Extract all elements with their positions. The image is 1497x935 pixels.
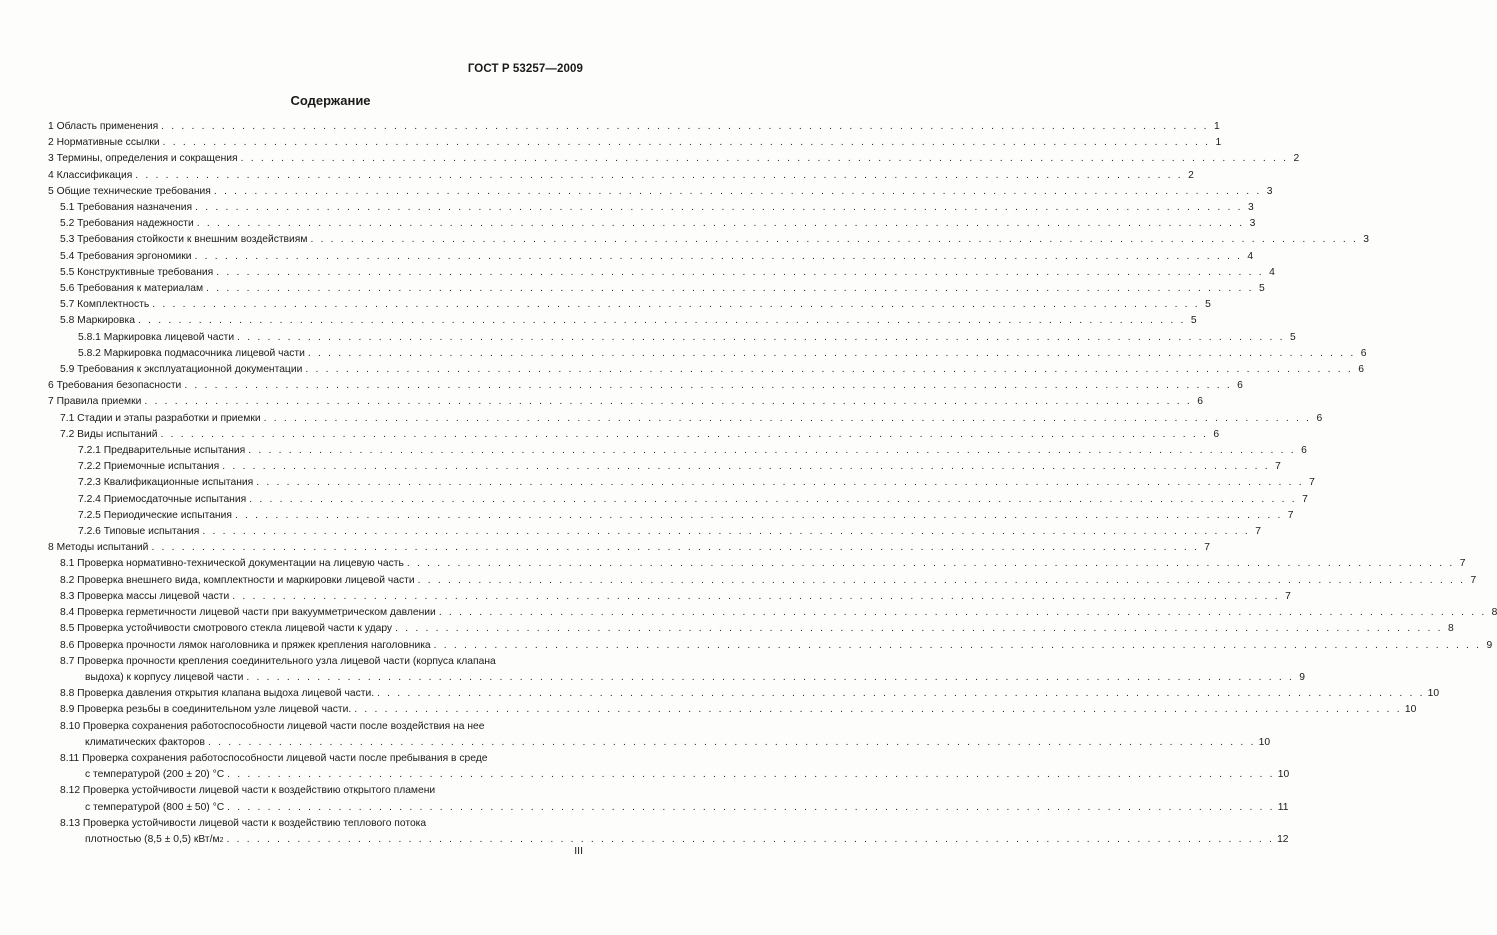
toc-entry[interactable]: [48, 346, 1367, 362]
toc-entry-title: климатических факторов: [85, 736, 206, 748]
toc-entry-page: 7: [1204, 542, 1211, 554]
toc-entry[interactable]: [48, 119, 1220, 135]
toc-entry-page: 6: [1360, 347, 1367, 359]
dot-leader: . . . . . . . . . . . . . . . . . . . . . . . . . . . . . . . . . . . . . . . . . . . . . . . . . . . . . . . . . . . . . . . . . . . . . . . . . . . . . . . . . . . . . . . . . . . . . . . . . . . . . . . .: [226, 833, 1275, 845]
dot-leader: . . . . . . . . . . . . . . . . . . . . . . . . . . . . . . . . . . . . . . . . . . . . . . . . . . . . . . . . . . . . . . . . . . . . . . . . . . . . . . . . . . . . . . . . . . . . . . . . . . . . . . . .: [222, 461, 1270, 473]
toc-entry-title: 7.2.6 Типовые испытания: [78, 526, 200, 538]
toc-entry-title: 7.1 Стадии и этапы разработки и приемки: [60, 412, 261, 424]
toc-entry-title: выдоха) к корпусу лицевой части: [85, 671, 244, 683]
toc-entry-title: 8.13 Проверка устойчивости лицевой части к воздействию теплового потока: [60, 817, 427, 829]
toc-entry-page: 3: [1266, 185, 1273, 197]
toc-entry-page: 7: [1275, 461, 1281, 473]
toc-entry[interactable]: [48, 297, 1211, 313]
toc-entry[interactable]: [48, 184, 1273, 200]
toc-entry[interactable]: [48, 135, 1222, 151]
toc-entry-page: 7: [1285, 590, 1291, 602]
toc-entry-title: 7.2.2 Приемочные испытания: [78, 461, 220, 473]
dot-leader: . . . . . . . . . . . . . . . . . . . . . . . . . . . . . . . . . . . . . . . . . . . . . . . . . . . . . . . . . . . . . . . . . . . . . . . . . . . . . . . . . . . . . . . . . . . . . . . . . . . . . . . .: [240, 153, 1289, 165]
toc-entry[interactable]: [48, 654, 1306, 686]
toc-entry[interactable]: [48, 411, 1323, 427]
dot-leader: . . . . . . . . . . . . . . . . . . . . . . . . . . . . . . . . . . . . . . . . . . . . . . . . . . . . . . . . . . . . . . . . . . . . . . . . . . . . . . . . . . . . . . . . . . . . . . . . . . . . . . . .: [246, 671, 1295, 683]
toc-entry-page: 12: [1277, 833, 1289, 845]
toc-entry[interactable]: [48, 686, 1440, 702]
dot-leader: . . . . . . . . . . . . . . . . . . . . . . . . . . . . . . . . . . . . . . . . . . . . . . . . . . . . . . . . . . . . . . . . . . . . . . . . . . . . . . . . . . . . . . . . . . . . . . . . . . . . . . . .: [206, 283, 1254, 295]
toc-entry-page: 6: [1358, 364, 1364, 376]
dot-leader: . . . . . . . . . . . . . . . . . . . . . . . . . . . . . . . . . . . . . . . . . . . . . . . . . . . . . . . . . . . . . . . . . . . . . . . . . . . . . . . . . . . . . . . . . . . . . . . . . . . . . . . .: [406, 558, 1455, 570]
toc-entry-page: 1: [1215, 137, 1222, 149]
dot-leader: . . . . . . . . . . . . . . . . . . . . . . . . . . . . . . . . . . . . . . . . . . . . . . . . . . . . . . . . . . . . . . . . . . . . . . . . . . . . . . . . . . . . . . . . . . . . . . . . . . . . . . . .: [249, 493, 1297, 505]
toc-entry[interactable]: [48, 556, 1466, 572]
toc-entry-title: 5.1 Требования назначения: [60, 202, 193, 214]
dot-leader: . . . . . . . . . . . . . . . . . . . . . . . . . . . . . . . . . . . . . . . . . . . . . . . . . . . . . . . . . . . . . . . . . . . . . . . . . . . . . . . . . . . . . . . . . . . . . . . . . . . . . . . .: [234, 509, 1283, 521]
toc-entry-page: 7: [1309, 477, 1315, 489]
dot-leader: . . . . . . . . . . . . . . . . . . . . . . . . . . . . . . . . . . . . . . . . . . . . . . . . . . . . . . . . . . . . . . . . . . . . . . . . . . . . . . . . . . . . . . . . . . . . . . . . . . . . . . . .: [377, 688, 1425, 700]
toc-entry[interactable]: [48, 540, 1211, 556]
toc-entry-title: 5 Общие технические требования: [48, 185, 211, 197]
toc-entry[interactable]: [48, 394, 1203, 410]
dot-leader: . . . . . . . . . . . . . . . . . . . . . . . . . . . . . . . . . . . . . . . . . . . . . . . . . . . . . . . . . . . . . . . . . . . . . . . . . . . . . . . . . . . . . . . . . . . . . . . . . . . . . . . .: [232, 590, 1280, 602]
dot-leader: . . . . . . . . . . . . . . . . . . . . . . . . . . . . . . . . . . . . . . . . . . . . . . . . . . . . . . . . . . . . . . . . . . . . . . . . . . . . . . . . . . . . . . . . . . . . . . . . . . . . . . . .: [248, 445, 1296, 457]
toc-entry-title: 8.3 Проверка массы лицевой части: [60, 590, 230, 602]
dot-leader: . . . . . . . . . . . . . . . . . . . . . . . . . . . . . . . . . . . . . . . . . . . . . . . . . . . . . . . . . . . . . . . . . . . . . . . . . . . . . . . . . . . . . . . . . . . . . . . . . . . . . . . .: [184, 380, 1232, 392]
toc-entry-title: плотностью (8,5 ± 0,5) кВт/м: [85, 833, 220, 845]
toc-entry-title: 1 Область применения: [48, 121, 159, 132]
toc-entry-title: 7.2.4 Приемосдаточные испытания: [78, 493, 247, 505]
toc-entry-title: 8.5 Проверка устойчивости смотрового стекла лицевой части к удару: [60, 623, 393, 635]
dot-leader: . . . . . . . . . . . . . . . . . . . . . . . . . . . . . . . . . . . . . . . . . . . . . . . . . . . . . . . . . . . . . . . . . . . . . . . . . . . . . . . . . . . . . . . . . . . . . . . . . . . . . . . .: [227, 769, 1275, 781]
toc-entry-title: 8.9 Проверка резьбы в соединительном узле лицевой части.: [60, 704, 352, 716]
toc-entry-title: 5.8 Маркировка: [60, 315, 135, 327]
toc-entry-title: 3 Термины, определения и сокращения: [48, 153, 238, 165]
toc-entry-page: 10: [1404, 704, 1417, 716]
document-code: ГОСТ Р 53257—2009: [467, 63, 583, 75]
toc-entry-title: 5.4 Требования эргономики: [60, 250, 192, 262]
dot-leader: . . . . . . . . . . . . . . . . . . . . . . . . . . . . . . . . . . . . . . . . . . . . . . . . . . . . . . . . . . . . . . . . . . . . . . . . . . . . . . . . . . . . . . . . . . . . . . . . . . . . . . . .: [395, 623, 1443, 635]
toc-entry[interactable]: [48, 313, 1197, 329]
toc-entry-page: 7: [1470, 574, 1477, 586]
dot-leader: . . . . . . . . . . . . . . . . . . . . . . . . . . . . . . . . . . . . . . . . . . . . . . . . . . . . . . . . . . . . . . . . . . . . . . . . . . . . . . . . . . . . . . . . . . . . . . . . . . . . . . . .: [194, 250, 1243, 262]
toc-entry-page: 4: [1269, 266, 1275, 278]
toc-entry[interactable]: [48, 702, 1417, 718]
dot-leader: . . . . . . . . . . . . . . . . . . . . . . . . . . . . . . . . . . . . . . . . . . . . . . . . . . . . . . . . . . . . . . . . . . . . . . . . . . . . . . . . . . . . . . . . . . . . . . . . . . . . . . . .: [151, 542, 1200, 554]
toc-entry[interactable]: [48, 249, 1254, 265]
toc-entry-title: 5.9 Требования к эксплуатационной документации: [60, 364, 303, 376]
toc-entry-title: 8.12 Проверка устойчивости лицевой части к воздействию открытого пламени: [60, 785, 436, 797]
toc-entry-title: 8 Методы испытаний: [48, 542, 149, 554]
toc-entry-page: 7: [1459, 558, 1466, 570]
page-number: III: [574, 845, 583, 857]
dot-leader: . . . . . . . . . . . . . . . . . . . . . . . . . . . . . . . . . . . . . . . . . . . . . . . . . . . . . . . . . . . . . . . . . . . . . . . . . . . . . . . . . . . . . . . . . . . . . . . . . . . . . . . .: [433, 639, 1482, 651]
toc-entry-page: 10: [1258, 736, 1271, 748]
toc-entry[interactable]: [48, 573, 1477, 589]
toc-entry[interactable]: [48, 168, 1194, 184]
toc-entry-page: 7: [1255, 526, 1261, 538]
dot-leader: . . . . . . . . . . . . . . . . . . . . . . . . . . . . . . . . . . . . . . . . . . . . . . . . . . . . . . . . . . . . . . . . . . . . . . . . . . . . . . . . . . . . . . . . . . . . . . . . . . . . . . . .: [135, 169, 1183, 181]
dot-leader: . . . . . . . . . . . . . . . . . . . . . . . . . . . . . . . . . . . . . . . . . . . . . . . . . . . . . . . . . . . . . . . . . . . . . . . . . . . . . . . . . . . . . . . . . . . . . . . . . . . . . . . .: [438, 607, 1487, 619]
table-of-contents: [48, 119, 1497, 848]
toc-entry-page: 9: [1299, 671, 1306, 683]
toc-entry-page: 6: [1316, 412, 1323, 424]
toc-entry-page: 7: [1302, 493, 1308, 505]
toc-entry-title: 5.3 Требования стойкости к внешним воздействиям: [60, 234, 308, 246]
toc-entry-title: 5.5 Конструктивные требования: [60, 266, 214, 278]
toc-entry-page: 2: [1293, 153, 1300, 165]
toc-entry-title: 5.8.2 Маркировка подмасочника лицевой части: [78, 347, 305, 359]
toc-entry[interactable]: [48, 605, 1497, 621]
page-title: Содержание: [290, 93, 371, 108]
toc-entry[interactable]: [48, 378, 1243, 394]
toc-entry-title: 8.6 Проверка прочности лямок наголовника и пряжек крепления наголовника: [60, 639, 431, 651]
toc-entry-title: 7.2.3 Квалификационные испытания: [78, 477, 254, 489]
toc-entry-title: 8.8 Проверка давления открытия клапана выдоха лицевой части.: [60, 688, 375, 700]
dot-leader: . . . . . . . . . . . . . . . . . . . . . . . . . . . . . . . . . . . . . . . . . . . . . . . . . . . . . . . . . . . . . . . . . . . . . . . . . . . . . . . . . . . . . . . . . . . . . . . . . . . . . . . .: [417, 574, 1466, 586]
dot-leader: . . . . . . . . . . . . . . . . . . . . . . . . . . . . . . . . . . . . . . . . . . . . . . . . . . . . . . . . . . . . . . . . . . . . . . . . . . . . . . . . . . . . . . . . . . . . . . . . . . . . . . . .: [195, 202, 1243, 214]
dot-leader: . . . . . . . . . . . . . . . . . . . . . . . . . . . . . . . . . . . . . . . . . . . . . . . . . . . . . . . . . . . . . . . . . . . . . . . . . . . . . . . . . . . . . . . . . . . . . . . . . . . . . . . .: [196, 218, 1245, 230]
toc-entry-title: 8.2 Проверка внешнего вида, комплектности и маркировки лицевой части: [60, 574, 415, 586]
toc-entry-page: 11: [1277, 801, 1289, 813]
dot-leader: . . . . . . . . . . . . . . . . . . . . . . . . . . . . . . . . . . . . . . . . . . . . . . . . . . . . . . . . . . . . . . . . . . . . . . . . . . . . . . . . . . . . . . . . . . . . . . . . . . . . . . . .: [208, 736, 1256, 748]
dot-leader: . . . . . . . . . . . . . . . . . . . . . . . . . . . . . . . . . . . . . . . . . . . . . . . . . . . . . . . . . . . . . . . . . . . . . . . . . . . . . . . . . . . . . . . . . . . . . . . . . . . . . . . .: [137, 315, 1186, 327]
toc-entry[interactable]: [48, 492, 1308, 508]
toc-entry[interactable]: [48, 783, 1289, 815]
dot-leader: . . . . . . . . . . . . . . . . . . . . . . . . . . . . . . . . . . . . . . . . . . . . . . . . . . . . . . . . . . . . . . . . . . . . . . . . . . . . . . . . . . . . . . . . . . . . . . . . . . . . . . . .: [263, 412, 1312, 424]
toc-entry[interactable]: [48, 362, 1364, 378]
toc-entry[interactable]: [48, 621, 1454, 637]
toc-entry-title: 8.1 Проверка нормативно-технической документации на лицевую часть: [60, 558, 404, 570]
toc-entry[interactable]: [48, 427, 1220, 443]
dot-leader: . . . . . . . . . . . . . . . . . . . . . . . . . . . . . . . . . . . . . . . . . . . . . . . . . . . . . . . . . . . . . . . . . . . . . . . . . . . . . . . . . . . . . . . . . . . . . . . . . . . . . . . .: [237, 331, 1285, 343]
dot-leader: . . . . . . . . . . . . . . . . . . . . . . . . . . . . . . . . . . . . . . . . . . . . . . . . . . . . . . . . . . . . . . . . . . . . . . . . . . . . . . . . . . . . . . . . . . . . . . . . . . . . . . . .: [310, 234, 1359, 246]
toc-entry[interactable]: [48, 232, 1370, 248]
dot-leader: . . . . . . . . . . . . . . . . . . . . . . . . . . . . . . . . . . . . . . . . . . . . . . . . . . . . . . . . . . . . . . . . . . . . . . . . . . . . . . . . . . . . . . . . . . . . . . . . . . . . . . . .: [152, 299, 1200, 311]
dot-leader: . . . . . . . . . . . . . . . . . . . . . . . . . . . . . . . . . . . . . . . . . . . . . . . . . . . . . . . . . . . . . . . . . . . . . . . . . . . . . . . . . . . . . . . . . . . . . . . . . . . . . . . .: [227, 801, 1275, 813]
dot-leader: . . . . . . . . . . . . . . . . . . . . . . . . . . . . . . . . . . . . . . . . . . . . . . . . . . . . . . . . . . . . . . . . . . . . . . . . . . . . . . . . . . . . . . . . . . . . . . . . . . . . . . . .: [144, 396, 1192, 408]
toc-entry-page: 3: [1363, 234, 1370, 246]
toc-entry-title: 7.2 Виды испытаний: [60, 428, 158, 440]
toc-entry-page: 9: [1486, 639, 1493, 651]
toc-entry-title: 8.7 Проверка прочности крепления соединительного узла лицевой части (корпуса клапана: [60, 655, 496, 667]
toc-entry-title: 5.7 Комплектность: [60, 299, 150, 311]
toc-entry-page: 6: [1197, 396, 1203, 408]
dot-leader: . . . . . . . . . . . . . . . . . . . . . . . . . . . . . . . . . . . . . . . . . . . . . . . . . . . . . . . . . . . . . . . . . . . . . . . . . . . . . . . . . . . . . . . . . . . . . . . . . . . . . . . .: [256, 477, 1304, 489]
toc-entry-page: 8: [1447, 623, 1454, 635]
toc-entry-page: 6: [1213, 428, 1220, 440]
toc-entry[interactable]: [48, 524, 1261, 540]
toc-entry[interactable]: 8.13 Проверка устойчивости лицевой части к воздействию теплового потока плотностью (8,5 ± 0,5) кВт/м 2 . . . . . . . . . . . . . . . . . . . . . . . . . . . . . . . . . . . . . . . . . . . . . . . . . . . . . . . . . . . . . . . . . . . . . . . . . . . . . . . . . . . . . . . . . . . . . . . . . . . . . . . . 12: [48, 816, 583, 848]
toc-entry-page: 2: [1188, 169, 1194, 181]
toc-entry[interactable]: [48, 443, 1307, 459]
toc-entry-page: 10: [1427, 688, 1440, 700]
dot-leader: . . . . . . . . . . . . . . . . . . . . . . . . . . . . . . . . . . . . . . . . . . . . . . . . . . . . . . . . . . . . . . . . . . . . . . . . . . . . . . . . . . . . . . . . . . . . . . . . . . . . . . . .: [202, 526, 1250, 538]
toc-entry[interactable]: [48, 475, 1315, 491]
dot-leader: . . . . . . . . . . . . . . . . . . . . . . . . . . . . . . . . . . . . . . . . . . . . . . . . . . . . . . . . . . . . . . . . . . . . . . . . . . . . . . . . . . . . . . . . . . . . . . . . . . . . . . . .: [161, 121, 1209, 132]
toc-entry[interactable]: [48, 751, 1290, 783]
toc-entry[interactable]: [48, 508, 1294, 524]
toc-entry-title: 8.4 Проверка герметичности лицевой части при вакуумметрическом давлении: [60, 607, 436, 619]
toc-entry-title: 5.6 Требования к материалам: [60, 283, 204, 295]
toc-entry-title: 8.11 Проверка сохранения работоспособности лицевой части после пребывания в среде: [60, 752, 488, 764]
toc-entry-title: 2 Нормативные ссылки: [48, 137, 160, 149]
toc-entry[interactable]: [48, 281, 1265, 297]
dot-leader: . . . . . . . . . . . . . . . . . . . . . . . . . . . . . . . . . . . . . . . . . . . . . . . . . . . . . . . . . . . . . . . . . . . . . . . . . . . . . . . . . . . . . . . . . . . . . . . . . . . . . . . .: [354, 704, 1402, 716]
dot-leader: . . . . . . . . . . . . . . . . . . . . . . . . . . . . . . . . . . . . . . . . . . . . . . . . . . . . . . . . . . . . . . . . . . . . . . . . . . . . . . . . . . . . . . . . . . . . . . . . . . . . . . . .: [213, 185, 1262, 197]
toc-entry-title: с температурой (800 ± 50) °С: [85, 801, 225, 813]
toc-entry[interactable]: [48, 638, 1493, 654]
toc-entry-title: 7 Правила приемки: [48, 396, 142, 408]
toc-entry-page: 3: [1247, 202, 1254, 214]
toc-entry-title: 4 Классификация: [48, 169, 133, 181]
toc-entry[interactable]: [48, 459, 1281, 475]
toc-entry-title: 6 Требования безопасности: [48, 380, 182, 392]
toc-entry-page: 3: [1249, 218, 1256, 230]
dot-leader: . . . . . . . . . . . . . . . . . . . . . . . . . . . . . . . . . . . . . . . . . . . . . . . . . . . . . . . . . . . . . . . . . . . . . . . . . . . . . . . . . . . . . . . . . . . . . . . . . . . . . . . .: [307, 347, 1356, 359]
toc-entry-page: 10: [1277, 769, 1290, 781]
toc-entry-page: 5: [1190, 315, 1197, 327]
dot-leader: . . . . . . . . . . . . . . . . . . . . . . . . . . . . . . . . . . . . . . . . . . . . . . . . . . . . . . . . . . . . . . . . . . . . . . . . . . . . . . . . . . . . . . . . . . . . . . . . . . . . . . . .: [216, 266, 1264, 278]
toc-entry[interactable]: [48, 719, 1271, 751]
toc-entry-page: 6: [1301, 445, 1307, 457]
toc-entry[interactable]: [48, 216, 1256, 232]
toc-entry-page: 1: [1214, 121, 1220, 132]
toc-entry[interactable]: [48, 200, 1254, 216]
toc-entry-title: 7.2.1 Предварительные испытания: [78, 445, 246, 457]
toc-entry-title: с температурой (200 ± 20) °С: [85, 769, 225, 781]
toc-entry[interactable]: [48, 151, 1300, 167]
toc-entry-page: 4: [1247, 250, 1254, 262]
toc-entry-page: 5: [1289, 331, 1296, 343]
toc-entry-page: 7: [1287, 509, 1294, 521]
toc-entry[interactable]: [48, 589, 1291, 605]
toc-entry[interactable]: [48, 265, 1275, 281]
dot-leader: . . . . . . . . . . . . . . . . . . . . . . . . . . . . . . . . . . . . . . . . . . . . . . . . . . . . . . . . . . . . . . . . . . . . . . . . . . . . . . . . . . . . . . . . . . . . . . . . . . . . . . . .: [305, 364, 1353, 376]
toc-entry-title: 5.8.1 Маркировка лицевой части: [78, 331, 235, 343]
toc-entry[interactable]: [48, 330, 1296, 346]
dot-leader: . . . . . . . . . . . . . . . . . . . . . . . . . . . . . . . . . . . . . . . . . . . . . . . . . . . . . . . . . . . . . . . . . . . . . . . . . . . . . . . . . . . . . . . . . . . . . . . . . . . . . . . .: [160, 428, 1209, 440]
toc-entry-title: 5.2 Требования надежности: [60, 218, 194, 230]
toc-entry-page: 6: [1237, 380, 1243, 392]
toc-entry-page: 5: [1258, 283, 1265, 295]
toc-entry-page: 5: [1205, 299, 1211, 311]
toc-entry-page: 8: [1491, 607, 1497, 619]
dot-leader: . . . . . . . . . . . . . . . . . . . . . . . . . . . . . . . . . . . . . . . . . . . . . . . . . . . . . . . . . . . . . . . . . . . . . . . . . . . . . . . . . . . . . . . . . . . . . . . . . . . . . . . .: [162, 137, 1211, 149]
toc-entry-title: 7.2.5 Периодические испытания: [78, 509, 232, 521]
toc-entry-title: 8.10 Проверка сохранения работоспособности лицевой части после воздействия на нее: [60, 720, 485, 732]
